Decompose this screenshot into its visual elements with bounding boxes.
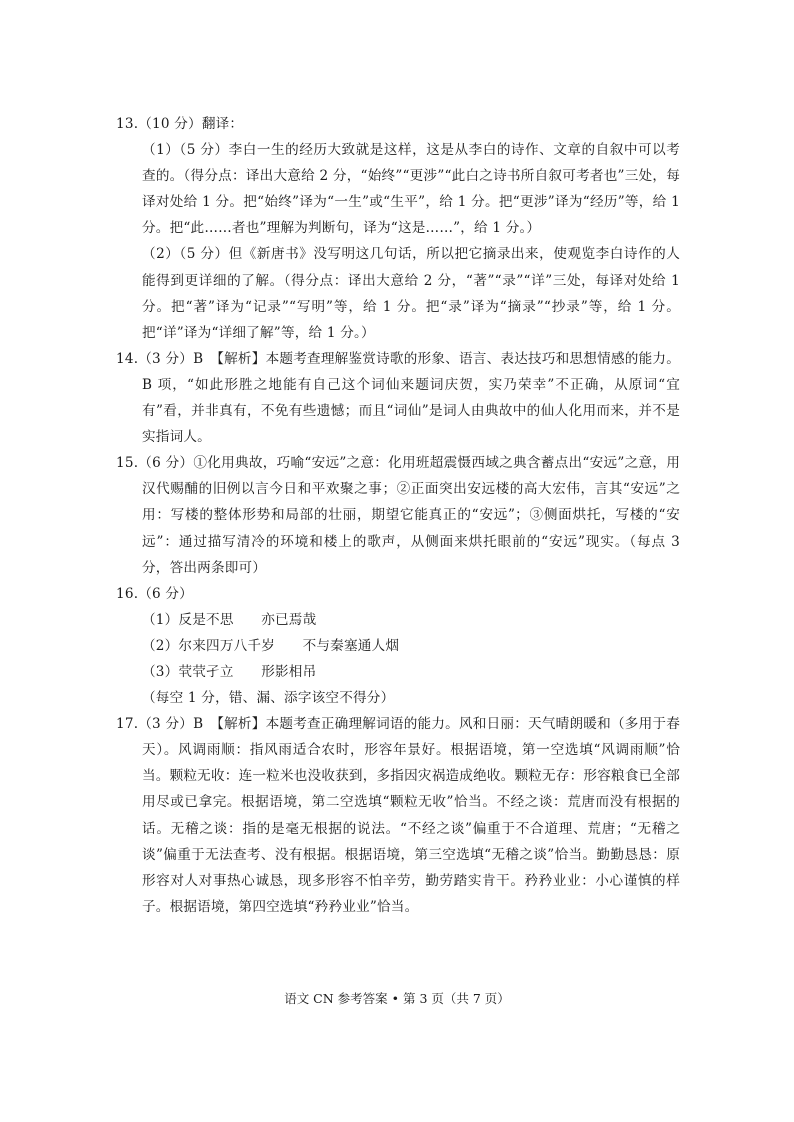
question-13-part-1: （1）（5 分）李白一生的经历大致就是这样，这是从李白的诗作、文章的自叙中可以考查的。（得分点：译出大意给 2 分，“始终”“更涉”“此白之诗书所自叙可考者也”三处，每译对处给 1 分。把“始终”译为“一生”或“生平”，给 1 分。把“更涉”译为“经历”等，给 1 分。把“此……者也”理解为判断句，译为“这是……”，给 1 分。） <box>142 142 680 237</box>
question-16-scoring-note: （每空 1 分，错、漏、添字该空不得分） <box>142 690 395 707</box>
question-15-answer: 15.（6 分）①化用典故，巧喻“安远”之意：化用班超震慑西域之典含蓄点出“安远”之意，用汉代赐酺的旧例以言今日和平欢聚之事；②正面突出安远楼的高大宏伟，言其“安远”之用：写楼的整体形势和局部的壮丽，期望它能真正的“安远”；③侧面烘托，写楼的“安远”：通过描写清冷的环境和楼上的歌声，从侧面来烘托眼前的“安远”现实。（每点 3 分，答出两条即可） <box>116 455 680 576</box>
question-17-answer: 17.（3 分）B 【解析】本题考查正确理解词语的能力。风和日丽：天气晴朗暖和（多用于春天）。风调雨顺：指风雨适合农时，形容年景好。根据语境，第一空选填“风调雨顺”恰当。颗粒无收：连一粒米也没收获到，多指因灾祸造成绝收。颗粒无存：形容粮食已全部用尽或已拿完。根据语境，第二空选填“颗粒无收”恰当。不经之谈：荒唐而没有根据的话。无稽之谈：指的是毫无根据的说法。“不经之谈”偏重于不合道理、荒唐；“无稽之谈”偏重于无法查考、没有根据。根据语境，第三空选填“无稽之谈”恰当。勤勤恳恳：原形容对人对事热心诚恳，现多形容不怕辛劳，勤劳踏实肯干。矜矜业业：小心谨慎的样子。根据语境，第四空选填“矜矜业业”恰当。 <box>116 716 680 915</box>
question-13-part-2: （2）（5 分）但《新唐书》没写明这几句话，所以把它摘录出来，使观览李白诗作的人能得到更详细的了解。（得分点：译出大意给 2 分，“著”“录”“详”三处，每译对处给 1 分。把“著”译为“记录”“写明”等，给 1 分。把“录”译为“摘录”“抄录”等，给 1 分。把“详”译为“详细了解”等，给 1 分。） <box>142 246 680 341</box>
question-14 <box>116 346 680 450</box>
question-16-line-1: （1）反是不思 亦已焉哉 <box>142 611 317 628</box>
question-13-heading: 13.（10 分）翻译： <box>116 116 244 132</box>
question-16 <box>116 581 680 711</box>
question-17 <box>116 711 680 920</box>
question-16-heading: 16.（6 分） <box>116 585 193 602</box>
question-15 <box>116 450 680 580</box>
question-14-answer: 14.（3 分）B 【解析】本题考查理解鉴赏诗歌的形象、语言、表达技巧和思想情感的能力。B 项，“如此形胜之地能有自己这个词仙来题词庆贺，实乃荣幸”不正确，从原词“宜有”看，并非真有，不免有些遗憾；而且“词仙”是词人由典故中的仙人化用而来，并不是实指词人。 <box>116 350 680 446</box>
question-13 <box>116 111 680 346</box>
page-footer: 语文 CN 参考答案 • 第 3 页（共 7 页） <box>284 991 510 1006</box>
question-16-line-2: （2）尔来四万八千岁 不与秦塞通人烟 <box>142 637 400 654</box>
answer-content <box>116 111 680 920</box>
question-16-line-3: （3）茕茕孑立 形影相吊 <box>142 663 317 680</box>
